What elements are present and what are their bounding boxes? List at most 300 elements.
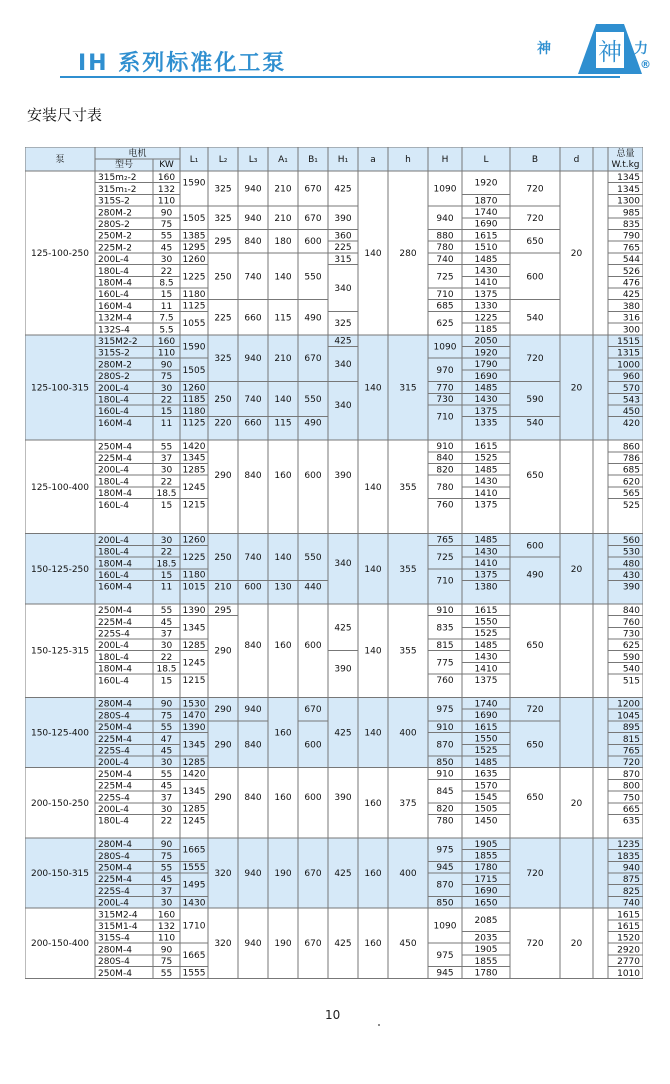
dimension-table	[25, 147, 643, 981]
cell-H1: 390	[334, 792, 352, 803]
motor-model: 160L-4	[98, 500, 130, 511]
motor-model: 280S-2	[98, 372, 130, 383]
cell-A1: 160	[274, 471, 292, 482]
cell-H1: 425	[334, 623, 352, 634]
svg-text:神: 神	[598, 38, 622, 66]
cell-L2: 320	[214, 869, 232, 879]
cell-H: 940	[436, 213, 454, 224]
cell-H1: 390	[334, 213, 352, 224]
header-col-L: L	[483, 155, 489, 165]
cell-H: 910	[436, 769, 454, 780]
pump-model-4: 150-125-315	[30, 646, 90, 657]
total-weight: 800	[622, 781, 640, 792]
motor-kw: 75	[160, 711, 173, 722]
cell-L: 1430	[474, 477, 498, 488]
total-weight: 544	[622, 255, 640, 266]
header-col-H₁: H₁	[337, 155, 349, 165]
motor-model: 180L-4	[98, 816, 130, 827]
motor-model: 315S-2	[98, 348, 130, 359]
motor-kw: 90	[160, 840, 173, 851]
motor-model: 250M-4	[98, 442, 132, 453]
total-weight: 560	[622, 535, 640, 546]
dim-h-1: 315	[399, 383, 417, 394]
cell-H1: 340	[334, 401, 352, 411]
total-weight: 525	[622, 500, 640, 511]
motor-model: 180L-4	[98, 547, 130, 558]
cell-L: 1870	[474, 196, 498, 207]
total-weight: 1345	[617, 173, 640, 184]
cell-A1: 140	[274, 553, 292, 564]
motor-model: 160L-4	[98, 407, 130, 418]
motor-model: 225S-4	[98, 629, 130, 640]
motor-kw: 22	[160, 816, 173, 827]
cell-L1: 1245	[182, 658, 206, 669]
cell-L1: 1345	[182, 623, 206, 634]
cell-H: 975	[436, 705, 454, 716]
header-motor: 电机	[128, 149, 147, 159]
header-rule	[60, 76, 620, 78]
motor-kw: 45	[160, 617, 173, 628]
total-weight: 765	[622, 746, 640, 757]
cell-H: 945	[436, 968, 454, 979]
motor-kw: 15	[160, 676, 173, 687]
cell-B: 490	[526, 570, 544, 581]
cell-L3: 740	[244, 272, 262, 283]
pump-model-2: 125-100-400	[30, 482, 90, 493]
motor-kw: 22	[160, 547, 173, 558]
cell-H: 780	[436, 816, 454, 827]
cell-H: 760	[436, 500, 454, 511]
dim-a-2: 140	[364, 482, 382, 493]
cell-L: 1185	[474, 324, 498, 335]
cell-H: 815	[436, 640, 454, 651]
cell-L2: 250	[214, 553, 232, 564]
cell-H: 870	[436, 880, 454, 891]
header-col-B: B	[531, 155, 539, 165]
motor-kw: 47	[160, 734, 173, 745]
motor-model: 180L-4	[98, 266, 130, 277]
motor-model: 160L-4	[98, 290, 130, 301]
cell-A1: 160	[274, 728, 292, 739]
cell-H: 765	[436, 535, 454, 546]
cell-L: 1485	[474, 757, 498, 768]
cell-L: 1375	[474, 289, 498, 300]
motor-kw: 8.5	[159, 278, 174, 289]
total-weight: 985	[622, 208, 640, 219]
motor-model: 180M-4	[98, 489, 132, 500]
motor-model: 315m₁-2	[98, 184, 137, 195]
cell-L: 1430	[474, 547, 498, 558]
cell-L: 1505	[474, 804, 498, 815]
cell-B: 540	[526, 313, 544, 324]
cell-L3: 940	[244, 869, 262, 879]
cell-L3: 940	[244, 184, 262, 195]
cell-L1: 1285	[182, 640, 206, 651]
cell-L: 1920	[474, 178, 498, 189]
cell-L1: 1285	[182, 465, 206, 476]
cell-L: 1690	[474, 886, 498, 897]
total-weight: 730	[622, 629, 640, 640]
cell-L1: 1505	[182, 365, 206, 376]
cell-L1: 1590	[182, 342, 206, 353]
cell-L1: 1420	[182, 441, 206, 452]
pump-model-5: 150-125-400	[30, 728, 90, 739]
total-weight: 425	[622, 290, 640, 301]
cell-L1: 1710	[182, 921, 206, 932]
cell-L1: 1345	[182, 787, 206, 798]
cell-H: 870	[436, 740, 454, 751]
total-weight: 1615	[617, 922, 640, 932]
cell-L1: 1555	[182, 863, 206, 874]
cell-L1: 1530	[182, 699, 206, 710]
brand-char-right: 力	[634, 41, 648, 57]
dim-h-4: 355	[399, 646, 417, 657]
cell-L2: 290	[214, 705, 232, 716]
page-number: 10	[325, 1008, 341, 1022]
cell-L: 1375	[474, 675, 498, 686]
header-model: 型号	[114, 160, 134, 170]
total-weight: 1010	[617, 968, 640, 979]
cell-L2: 295	[214, 237, 232, 248]
motor-kw: 22	[160, 266, 173, 277]
cell-L: 1920	[474, 348, 498, 359]
cell-L2: 250	[214, 272, 232, 283]
cell-L1: 1295	[182, 243, 206, 254]
cell-L3: 840	[244, 740, 262, 751]
total-weight: 760	[622, 617, 640, 628]
total-weight: 1045	[617, 711, 640, 722]
total-weight: 430	[622, 571, 640, 581]
dim-h-7: 400	[399, 869, 417, 879]
cell-B: 650	[526, 740, 544, 751]
cell-H: 945	[436, 863, 454, 874]
cell-B1: 600	[304, 237, 322, 248]
total-weight: 1000	[617, 360, 640, 371]
header-col-L₃: L₃	[248, 155, 258, 165]
cell-L3: 740	[244, 395, 262, 406]
dim-a-5: 140	[364, 728, 382, 739]
motor-model: 315S-2	[98, 196, 130, 207]
header-col-L₁: L₁	[189, 155, 199, 165]
motor-model: 225M-4	[98, 875, 132, 886]
cell-L: 1525	[474, 746, 498, 757]
cell-B1: 550	[304, 395, 322, 406]
cell-B: 720	[526, 705, 544, 716]
cell-H: 1090	[433, 184, 457, 195]
cell-L: 1430	[474, 266, 498, 277]
cell-L: 1715	[474, 874, 498, 885]
cell-L1: 1505	[182, 213, 206, 224]
total-weight: 875	[622, 875, 640, 886]
total-weight: 1835	[617, 851, 640, 862]
motor-model: 315m₂-2	[98, 173, 137, 184]
cell-H1: 425	[334, 869, 352, 879]
motor-model: 180M-4	[98, 664, 132, 675]
cell-H: 975	[436, 950, 454, 961]
cell-H: 975	[436, 845, 454, 856]
motor-model: 280M-2	[98, 360, 132, 371]
cell-B1: 550	[304, 553, 322, 564]
cell-L1: 1180	[182, 406, 206, 417]
motor-kw: 90	[160, 945, 173, 956]
motor-model: 250M-4	[98, 968, 132, 979]
header-total: 总量	[616, 149, 635, 159]
total-weight: 390	[622, 582, 640, 593]
cell-L: 1780	[474, 968, 498, 979]
page-dot	[378, 1024, 380, 1026]
motor-model: 315M2-4	[98, 910, 138, 921]
cell-L3: 740	[244, 553, 262, 564]
dim-a-4: 140	[364, 646, 382, 657]
cell-L1: 1245	[182, 482, 206, 493]
total-weight: 790	[622, 231, 640, 242]
cell-B: 720	[526, 939, 544, 950]
cell-L: 1410	[474, 488, 498, 499]
total-weight: 720	[622, 758, 640, 769]
motor-kw: 55	[160, 863, 173, 874]
cell-H: 880	[436, 231, 454, 242]
cell-L: 1375	[474, 570, 498, 581]
cell-H: 835	[436, 623, 454, 634]
total-weight: 960	[622, 372, 640, 383]
cell-L: 1485	[474, 383, 498, 394]
cell-H: 850	[436, 898, 454, 909]
cell-L2: 290	[214, 471, 232, 482]
cell-B: 600	[526, 272, 544, 283]
cell-H: 725	[436, 553, 454, 564]
motor-kw: 90	[160, 208, 173, 219]
motor-kw: 18.5	[156, 559, 177, 570]
motor-kw: 45	[160, 746, 173, 757]
cell-H1: 225	[334, 243, 352, 254]
motor-kw: 45	[160, 875, 173, 886]
cell-L1: 1285	[182, 757, 206, 768]
header-kw: KW	[159, 160, 174, 170]
cell-A1: 140	[274, 395, 292, 406]
cell-L2: 225	[214, 313, 232, 324]
cell-L1: 1430	[182, 898, 206, 909]
cell-L1: 1345	[182, 453, 206, 464]
motor-model: 315S-4	[98, 933, 130, 944]
cell-A1: 115	[274, 418, 292, 429]
header-col-A₁: A₁	[278, 155, 288, 165]
total-weight: 450	[622, 407, 640, 418]
dim-d-6: 20	[570, 798, 583, 809]
motor-kw: 18.5	[156, 664, 177, 675]
cell-B1: 440	[304, 582, 322, 593]
total-weight: 1200	[617, 699, 640, 710]
motor-kw: 75	[160, 957, 173, 968]
cell-A1: 140	[274, 272, 292, 283]
dim-a-1: 140	[364, 383, 382, 394]
cell-B: 650	[526, 792, 544, 803]
cell-H: 710	[436, 289, 454, 300]
cell-L1: 1215	[182, 500, 206, 511]
motor-model: 200L-4	[98, 898, 130, 909]
dim-d-8: 20	[570, 939, 583, 950]
cell-L2: 320	[214, 939, 232, 950]
cell-L1: 1285	[182, 804, 206, 815]
cell-L: 1635	[474, 769, 498, 780]
cell-L1: 1665	[182, 845, 206, 856]
motor-kw: 55	[160, 442, 173, 453]
dim-h-2: 355	[399, 482, 417, 493]
cell-L1: 1225	[182, 272, 206, 283]
cell-B1: 670	[304, 939, 322, 950]
cell-L: 1550	[474, 734, 498, 745]
cell-L: 1650	[474, 898, 498, 909]
cell-H1: 390	[334, 471, 352, 482]
motor-model: 280S-2	[98, 220, 130, 230]
total-weight: 740	[622, 898, 640, 909]
header-col-h: h	[405, 155, 411, 165]
cell-L: 1615	[474, 605, 498, 616]
cell-H1: 340	[334, 558, 352, 569]
cell-L1: 1180	[182, 570, 206, 581]
cell-L1: 1555	[182, 968, 206, 979]
motor-kw: 11	[160, 582, 173, 593]
cell-L1: 1015	[182, 582, 206, 593]
cell-B: 720	[526, 354, 544, 365]
registered-mark: ®	[640, 58, 651, 71]
motor-model: 225S-4	[98, 746, 130, 757]
total-weight: 665	[622, 805, 640, 815]
cell-B1: 670	[304, 705, 322, 716]
total-weight: 685	[622, 465, 640, 476]
motor-model: 132S-4	[98, 325, 130, 336]
motor-model: 280S-4	[98, 851, 130, 862]
motor-model: 250M-4	[98, 863, 132, 874]
cell-B1: 490	[304, 418, 322, 429]
cell-A1: 180	[274, 237, 292, 248]
cell-H1: 425	[334, 728, 352, 739]
header-col-H: H	[441, 155, 449, 165]
cell-L2: 290	[214, 792, 232, 803]
total-weight: 815	[622, 734, 640, 745]
cell-L1: 1470	[182, 711, 206, 722]
cell-L1: 1215	[182, 675, 206, 686]
total-weight: 940	[622, 863, 640, 874]
cell-L1: 1055	[182, 319, 206, 330]
header-col-d: d	[573, 155, 580, 165]
cell-H1: 425	[334, 939, 352, 950]
cell-H: 775	[436, 658, 454, 669]
total-weight: 840	[622, 606, 640, 617]
cell-L1: 1245	[182, 816, 206, 827]
cell-B1: 670	[304, 184, 322, 195]
motor-model: 250M-4	[98, 723, 132, 734]
cell-L1: 1390	[182, 605, 206, 616]
pump-model-6: 200-150-250	[30, 798, 90, 809]
motor-kw: 11	[160, 301, 173, 312]
cell-L: 2085	[474, 915, 498, 926]
motor-model: 280S-4	[98, 711, 130, 722]
cell-L: 1375	[474, 500, 498, 511]
cell-H: 845	[436, 787, 454, 798]
dim-a-3: 140	[364, 564, 382, 575]
cell-B: 650	[526, 237, 544, 248]
pump-model-3: 150-125-250	[30, 564, 90, 575]
total-weight: 1300	[617, 196, 640, 207]
cell-L2: 250	[214, 395, 232, 406]
header-col-L₂: L₂	[218, 155, 228, 165]
cell-L: 1485	[474, 640, 498, 651]
motor-kw: 160	[157, 910, 176, 921]
cell-L: 1740	[474, 699, 498, 710]
dim-a-0: 140	[364, 248, 382, 259]
dim-d-0: 20	[570, 248, 583, 259]
motor-model: 250M-4	[98, 606, 132, 617]
cell-L1: 1125	[182, 301, 206, 312]
cell-L3: 940	[244, 705, 262, 716]
motor-model: 180M-4	[98, 278, 132, 289]
cell-A1: 210	[274, 354, 292, 365]
motor-kw: 55	[160, 606, 173, 617]
motor-kw: 30	[160, 758, 173, 769]
total-weight: 2920	[617, 945, 640, 956]
motor-model: 160L-4	[98, 676, 130, 687]
cell-L2: 210	[214, 582, 232, 593]
cell-L2: 325	[214, 354, 232, 365]
cell-B1: 600	[304, 792, 322, 803]
motor-kw: 5.5	[159, 325, 174, 336]
pump-model-0: 125-100-250	[30, 248, 90, 259]
cell-L: 1525	[474, 453, 498, 464]
dim-a-8: 160	[364, 939, 382, 950]
header-weight-unit: W.t.kg	[611, 160, 640, 170]
cell-L: 1615	[474, 231, 498, 242]
total-weight: 835	[622, 220, 640, 230]
cell-L3: 940	[244, 213, 262, 224]
total-weight: 825	[622, 886, 640, 897]
motor-model: 200L-4	[98, 758, 130, 769]
cell-L3: 600	[244, 582, 262, 593]
motor-kw: 55	[160, 769, 173, 780]
cell-L: 1615	[474, 441, 498, 452]
cell-H: 780	[436, 243, 454, 254]
cell-H: 910	[436, 722, 454, 733]
cell-H: 780	[436, 482, 454, 493]
cell-L: 1485	[474, 465, 498, 476]
motor-model: 280M-4	[98, 840, 132, 851]
header-col-a: a	[370, 155, 376, 165]
total-weight: 543	[622, 395, 640, 406]
total-weight: 570	[622, 383, 640, 394]
cell-L: 1380	[474, 582, 498, 593]
dim-a-6: 160	[364, 798, 382, 809]
cell-L: 1790	[474, 360, 498, 371]
cell-L: 1525	[474, 629, 498, 640]
cell-L: 1485	[474, 254, 498, 265]
motor-kw: 55	[160, 723, 173, 734]
motor-kw: 160	[157, 337, 176, 347]
total-weight: 565	[622, 489, 640, 500]
cell-H1: 325	[334, 319, 352, 330]
cell-L: 1545	[474, 792, 498, 803]
cell-H: 685	[436, 301, 454, 312]
dim-d-1: 20	[570, 383, 583, 394]
total-weight: 620	[622, 477, 640, 488]
cell-H: 740	[436, 254, 454, 265]
motor-model: 280M-4	[98, 945, 132, 956]
cell-L: 1855	[474, 956, 498, 967]
motor-kw: 110	[157, 348, 176, 359]
cell-B1: 600	[304, 471, 322, 482]
cell-B: 650	[526, 640, 544, 651]
cell-L1: 1495	[182, 880, 206, 891]
cell-H: 1090	[433, 921, 457, 932]
cell-L: 2050	[474, 336, 498, 347]
